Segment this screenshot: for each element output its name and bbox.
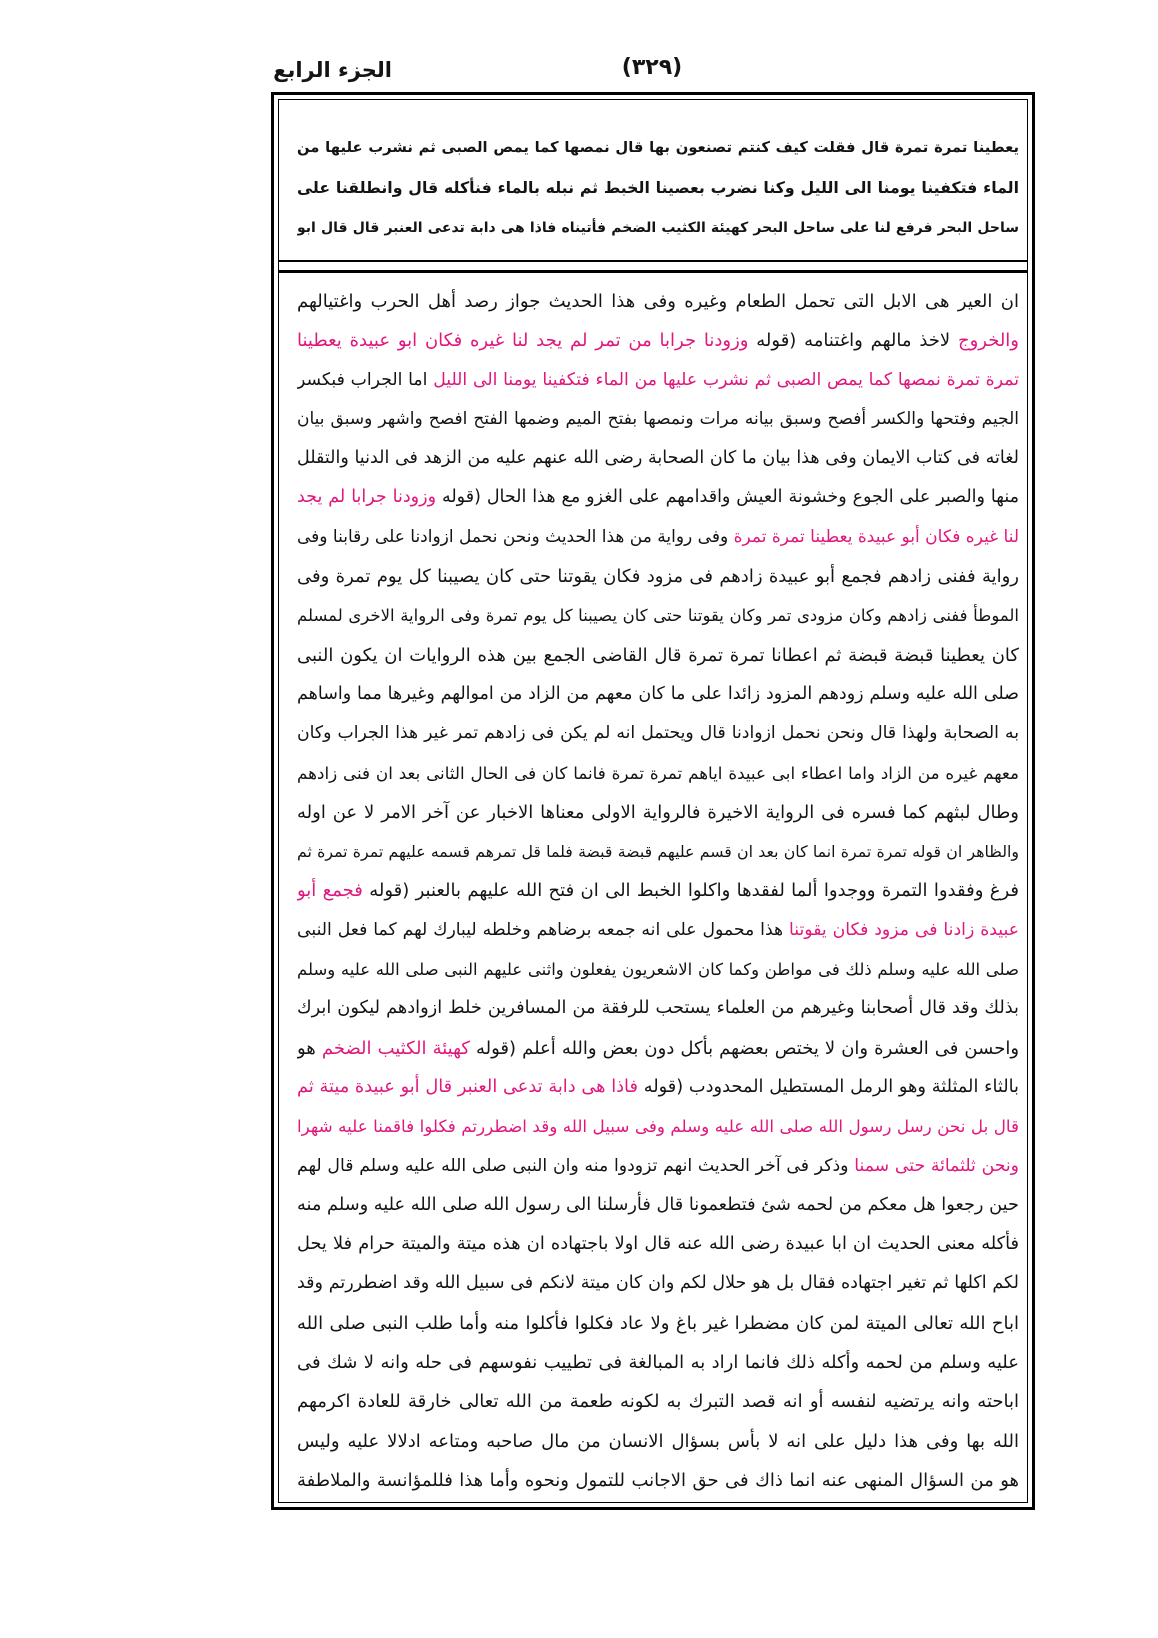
matn-line: ساحل البحر فرفع لنا على ساحل البحر كهيئة الكثيب الضخم فأتيناه فاذا هى دابة تدعى العنبر قال قال ابو bbox=[297, 220, 1019, 236]
commentary-line bbox=[297, 478, 1019, 517]
commentary-line bbox=[297, 557, 1019, 596]
matn-line: يعطينا تمرة تمرة قال فقلت كيف كنتم تصنعون بها قال نمصها كما يمص الصبى ثم نشرب عليها من bbox=[297, 139, 1019, 156]
commentary-line bbox=[297, 754, 1019, 793]
commentary-line bbox=[297, 1382, 1019, 1421]
commentary-line bbox=[297, 950, 1019, 989]
commentary-line bbox=[297, 714, 1019, 753]
commentary-text: واحسن فى العشرة وان لا يختص بعضهم بأكل دون بعض والله أعلم (قوله bbox=[476, 1037, 1019, 1059]
volume-label: الجزء الرابع bbox=[273, 58, 392, 82]
commentary-text: الموطأ ففنى زادهم وكان مزودى تمر وكان يقوتنا حتى كان يصيبنا كل يوم تمرة وفى الرواية الاخرى لمسلم bbox=[297, 606, 1019, 626]
commentary-text: اباح الله تعالى الميتة لمن كان مضطرا غير باغ ولا عاد فكلوا فأكلوا منه وأما طلب النبى صلى الله bbox=[297, 1312, 1019, 1334]
commentary-line bbox=[297, 1304, 1019, 1343]
commentary-text: به الصحابة ولهذا قال ونحن نحمل ازوادنا قال ويحتمل انه لم يكن فى زادهم تمر غير هذا الجراب وكان bbox=[297, 723, 1019, 744]
commentary-line bbox=[297, 1225, 1019, 1264]
quoted-text: قال بل نحن رسل رسول الله صلى الله عليه وسلم وفى سبيل الله وقد اضطررتم فكلوا فاقمنا عليه شهرا bbox=[297, 1116, 1019, 1137]
section-divider bbox=[278, 260, 1028, 273]
commentary-text: صلى الله عليه وسلم زودهم المزود زائدا على ما كان معهم من الزاد من اموالهم وغيرها مما واساهم bbox=[297, 683, 1019, 704]
commentary-text: هو من السؤال المنهى عنه انما ذاك فى حق الاجانب للتمول ونحوه وأما هذا فللمؤانسة والملاطفة bbox=[297, 1469, 1019, 1491]
commentary-text: لكم اكلها ثم تغير اجتهاده فقال بل هو حلال لكم وان كان ميتة لانكم فى سبيل الله وقد اضطررتم وقد bbox=[297, 1273, 1019, 1294]
commentary-text: فأكله معنى الحديث ان ابا عبيدة رضى الله عنه قال اولا باجتهاده ان هذه ميتة والميتة حرام فلا يحل bbox=[297, 1234, 1019, 1255]
commentary-text: عليه وسلم من لحمه وأكله ذلك فانما اراد به المبالغة فى تطييب نفوسهم فى حله وانه لا شك فى bbox=[297, 1352, 1019, 1374]
page-number: (٣٢٩) bbox=[621, 55, 683, 80]
commentary-line bbox=[297, 518, 1019, 557]
commentary-text: اباحته وانه يرتضيه لنفسه أو انه قصد التبرك به لكونه طعمة من الله تعالى خارقة للعادة اكرمهم bbox=[297, 1391, 1019, 1413]
commentary-line bbox=[297, 636, 1019, 675]
commentary-text: حين رجعوا هل معكم من لحمه شئ فتطعمونا قال فأرسلنا الى رسول الله صلى الله عليه وسلم منه bbox=[297, 1194, 1019, 1215]
commentary-text: ان العير هى الابل التى تحمل الطعام وغيره وفى هذا الحديث جواز رصد أهل الحرب واغتيالهم bbox=[297, 291, 1019, 312]
quoted-text: والخروج bbox=[957, 330, 1019, 352]
commentary-text: منها والصبر على الجوع وخشونة العيش واقدامهم على الغزو مع هذا الحال (قوله bbox=[441, 487, 1019, 508]
quoted-text: وزودنا جرابا من تمر لم يجد لنا غيره فكان ابو عبيدة يعطينا bbox=[297, 330, 757, 352]
commentary-text: هذا محمول على انه جمعه برضاهم وخلطه ليبارك لهم كما فعل النبى bbox=[297, 919, 790, 940]
commentary-line bbox=[297, 361, 1019, 400]
commentary-text: الجيم وفتحها والكسر أفصح وسبق بيانه مرات ونمصها بفتح الميم وضمها الفتح افصح واشهر وسبق بيان bbox=[297, 408, 1019, 429]
commentary-line bbox=[297, 1461, 1019, 1500]
commentary-text: اما الجراب فبكسر bbox=[297, 369, 434, 390]
commentary-line bbox=[297, 1107, 1019, 1146]
commentary-line bbox=[297, 1068, 1019, 1107]
commentary-text: بالثاء المثلثة وهو الرمل المستطيل المحدودب (قوله bbox=[643, 1076, 1019, 1097]
quoted-text: فاذا هى دابة تدعى العنبر قال أبو عبيدة ميتة ثم bbox=[297, 1076, 644, 1097]
commentary-section bbox=[297, 282, 1019, 1500]
commentary-text: رواية ففنى زادهم فجمع أبو عبيدة زادهم فى مزود فكان يقوتنا حتى كان يصيبنا كل يوم تمرة وفى bbox=[297, 566, 1019, 588]
commentary-text: كان يعطينا قبضة قبضة ثم اعطانا تمرة تمرة قال القاضى الجمع بين هذه الروايات ان يكون النبى bbox=[297, 644, 1019, 666]
quoted-text: كهيئة الكثيب الضخم bbox=[321, 1037, 476, 1059]
commentary-line bbox=[297, 1147, 1019, 1186]
commentary-text: وفى رواية من هذا الحديث ونحن نحمل ازوادنا على رقابنا وفى bbox=[297, 526, 734, 547]
commentary-line bbox=[297, 911, 1019, 950]
commentary-line bbox=[297, 675, 1019, 714]
commentary-text: بذلك وقد قال أصحابنا وغيرهم من العلماء يستحب للرفقة من المسافرين خلط ازوادهم ليكون ابرك bbox=[297, 998, 1019, 1019]
commentary-text: وطال لبثهم كما فسره فى الرواية الاخيرة فالرواية الاولى معناها الاخبار عن آخر الامر لا عن اوله bbox=[297, 801, 1019, 823]
commentary-line bbox=[297, 321, 1019, 360]
commentary-text: والظاهر ان قوله تمرة تمرة انما كان بعد ان قسم عليهم قبضة قبضة فلما قل تمرهم قسمه عليهم تمرة تمرة ثم bbox=[297, 842, 1019, 862]
commentary-line bbox=[297, 1264, 1019, 1303]
commentary-text: لاخذ مالهم واغتنامه (قوله bbox=[756, 330, 958, 352]
commentary-text: الله بها وفى هذا دليل على انه لا بأس بسؤال الانسان من مال صاحبه ومتاعه ادلالا عليه وليس bbox=[297, 1430, 1019, 1452]
commentary-line bbox=[297, 1343, 1019, 1382]
quoted-text: عبيدة زادنا فى مزود فكان يقوتنا bbox=[789, 919, 1019, 940]
commentary-text: فرغ وفقدوا التمرة ووجدوا ألما لفقدها واكلوا الخبط الى ان فتح الله عليهم بالعنبر (قوله bbox=[369, 880, 1019, 902]
matn-line: الماء فتكفينا يومنا الى الليل وكنا نضرب بعصينا الخبط ثم نبله بالماء فنأكله قال وانطلقنا على bbox=[297, 178, 1019, 197]
quoted-text: فجمع أبو bbox=[297, 880, 370, 902]
quoted-text: تمرة تمرة نمصها كما يمص الصبى ثم نشرب عليها من الماء فتكفينا يومنا الى الليل bbox=[433, 369, 1019, 390]
commentary-line bbox=[297, 1422, 1019, 1461]
quoted-text: ونحن ثلثمائة حتى سمنا bbox=[854, 1155, 1019, 1176]
commentary-line bbox=[297, 596, 1019, 635]
commentary-text: وذكر فى آخر الحديث انهم تزودوا منه وان النبى صلى الله عليه وسلم قال لهم bbox=[297, 1155, 855, 1176]
quoted-text: لنا غيره فكان أبو عبيدة يعطينا تمرة تمرة bbox=[733, 526, 1019, 547]
commentary-text: هو bbox=[297, 1037, 322, 1059]
matn-section bbox=[297, 128, 1019, 248]
commentary-text: لغاته فى كتاب الايمان وفى هذا بيان ما كان الصحابة رضى الله عنهم عليه من الزهد فى الدنيا والتقلل bbox=[297, 448, 1019, 469]
commentary-line bbox=[297, 400, 1019, 439]
commentary-line bbox=[297, 989, 1019, 1028]
commentary-text: معهم غيره من الزاد واما اعطاء ابى عبيدة اياهم تمرة تمرة فانما كان فى الحال الثانى بعد ان فنى زادهم bbox=[297, 762, 1019, 783]
commentary-line bbox=[297, 871, 1019, 910]
commentary-line bbox=[297, 439, 1019, 478]
commentary-line bbox=[297, 1186, 1019, 1225]
commentary-line bbox=[297, 282, 1019, 321]
commentary-line bbox=[297, 832, 1019, 871]
commentary-text: صلى الله عليه وسلم ذلك فى مواطن وكما كان الاشعريون يفعلون واثنى عليهم النبى صلى الله عليه وسلم bbox=[297, 960, 1019, 980]
commentary-line bbox=[297, 793, 1019, 832]
commentary-line bbox=[297, 1029, 1019, 1068]
quoted-text: وزودنا جرابا لم يجد bbox=[297, 487, 442, 508]
